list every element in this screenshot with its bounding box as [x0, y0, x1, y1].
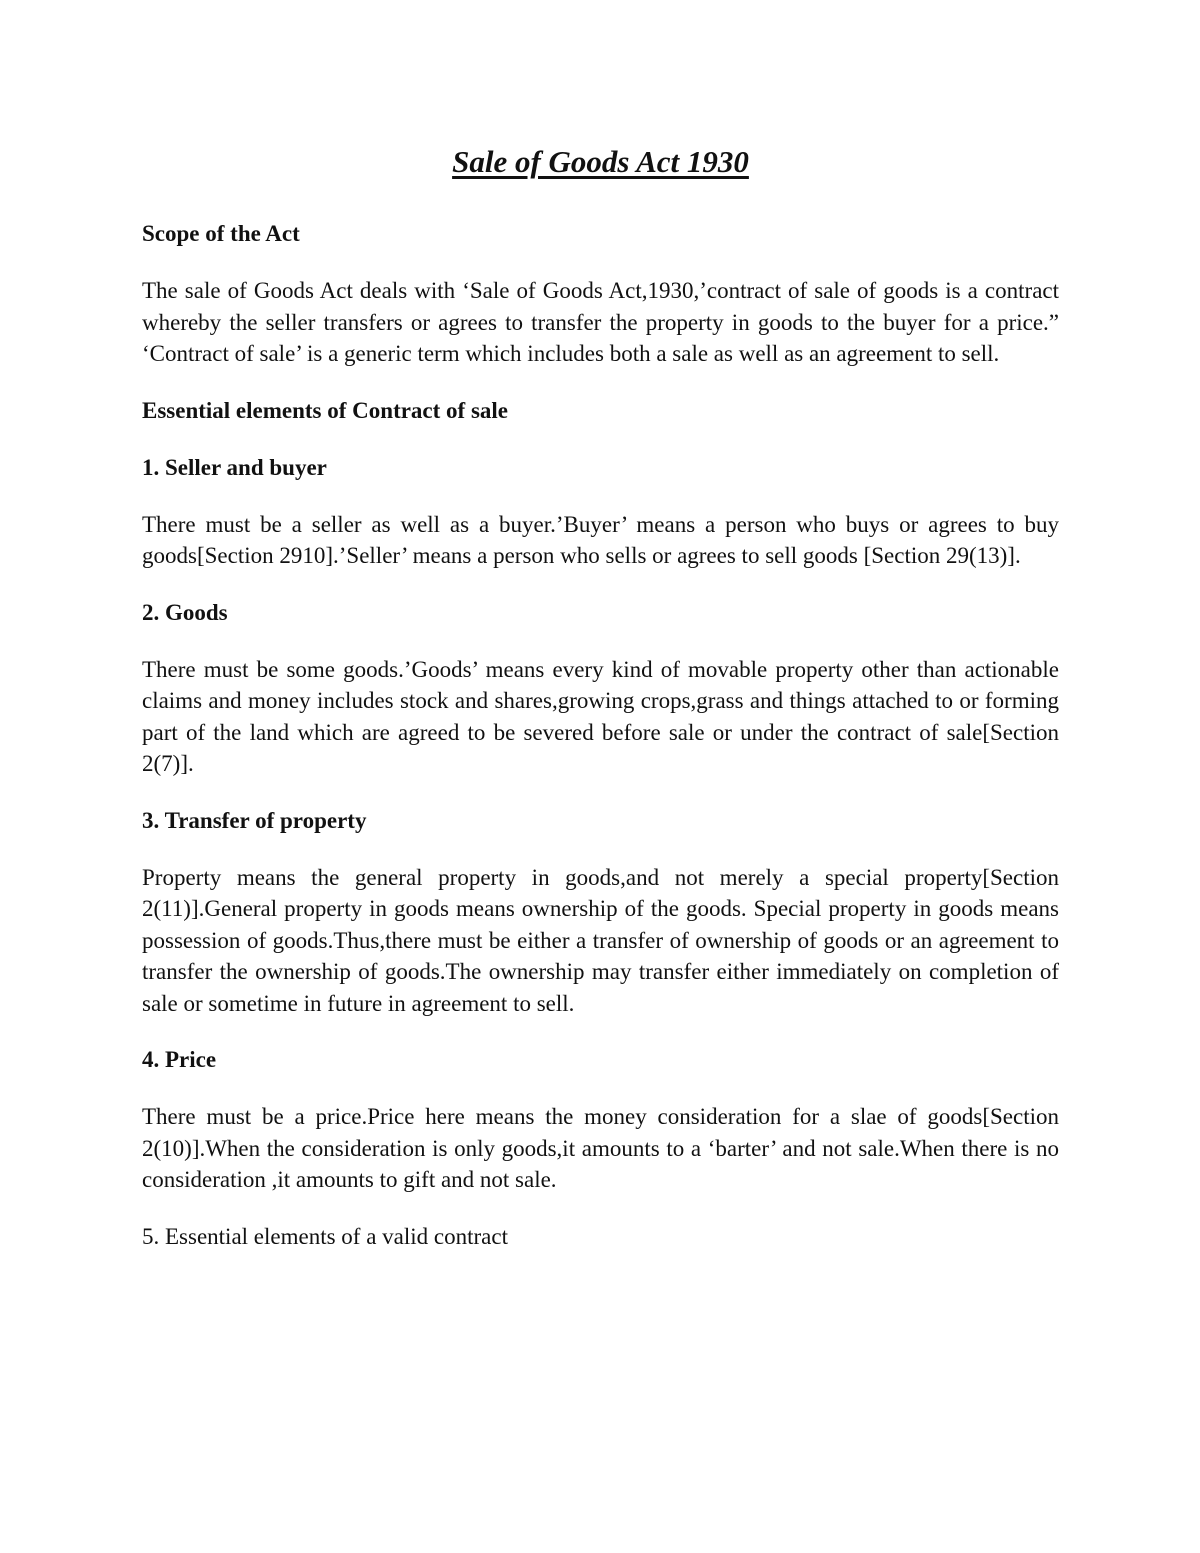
section-body-scope: The sale of Goods Act deals with ‘Sale of Goods Act,1930,’contract of sale of goods is a contract whereby the seller transfers or agrees to transfer the property in goods to the buyer for a price.” ‘Contract of sale’ is a generic term which includes both a sale as well as an agreement to sell. [142, 278, 1059, 366]
section-heading-scope: Scope of the Act [142, 221, 300, 246]
section-body-goods: There must be some goods.’Goods’ means every kind of movable property other than actionable claims and money includes stock and shares,growing crops,grass and things attached to or forming part of the land which are agreed to be severed before sale or under the contract of sale[Section 2(7)]. [142, 656, 1059, 776]
section-body-price: There must be a price.Price here means the money consideration for a slae of goods[Section 2(10)].When the consideration is only goods,it amounts to a ‘barter’ and not sale.When there is no consideration ,it amounts to gift and not sale. [142, 1104, 1059, 1192]
section-heading-goods: 2. Goods [142, 599, 228, 625]
document-page [142, 140, 1059, 1278]
document-title: Sale of Goods Act 1930 [452, 144, 749, 179]
section-heading-valid-contract: 5. Essential elements of a valid contract [142, 1223, 508, 1249]
section-heading-seller-buyer: 1. Seller and buyer [142, 454, 327, 480]
section-heading-transfer-of-property: 3. Transfer of property [142, 807, 367, 833]
section-heading-essential-elements: Essential elements of Contract of sale [142, 397, 509, 423]
section-heading-price: 4. Price [142, 1047, 217, 1072]
section-body-seller-buyer: There must be a seller as well as a buyer.’Buyer’ means a person who buys or agrees to buy goods[Section 2910].’Seller’ means a person who sells or agrees to sell goods [Section 29(13)]. [142, 511, 1059, 568]
section-body-transfer-of-property: Property means the general property in goods,and not merely a special property[Section 2(11)].General property in goods means ownership of the goods. Special property in goods means possession of goods.Thus,there must be either a transfer of ownership of goods or an agreement to transfer the ownership of goods.The ownership may transfer either immediately on completion of sale or sometime in future in agreement to sell. [142, 864, 1059, 1016]
